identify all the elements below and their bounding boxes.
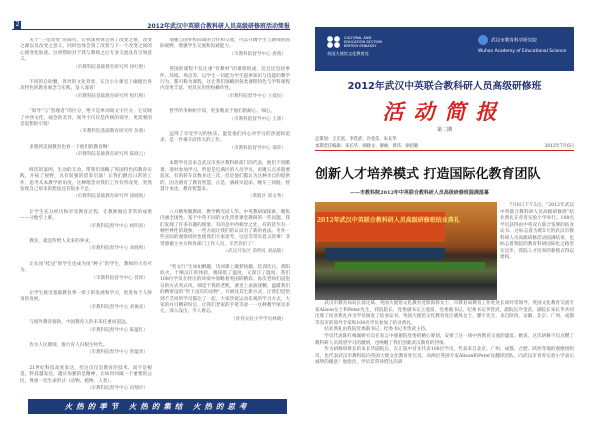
logo-cn-text: 英国大使馆文化教育处 bbox=[327, 51, 369, 56]
logo-text: EDUCATION SECTION bbox=[344, 40, 383, 44]
header-banner bbox=[315, 27, 574, 71]
comment-signature: （市教科院基础教育研究所 徐晓航） bbox=[73, 194, 148, 200]
comment-signature: （市教科院基础教育研究所 徐红艳） bbox=[73, 64, 148, 70]
comment-signature: （市教科院督导中心 陈蕴红） bbox=[86, 327, 148, 333]
headline: 创新人才培养模式 打造国际化教育团队 bbox=[315, 167, 541, 182]
main-title: 2012年武汉中英联合教科研人员高级研修班 bbox=[347, 81, 542, 92]
comment-text: 不同的自助餐，各异的文化背景，在这小小课室上碰撞出各具特色的教育观念与实践，发人深省！ bbox=[20, 80, 152, 92]
logo-dots-icon bbox=[327, 36, 341, 48]
comment-signature: （市教科院督导中心 杨明高） bbox=[86, 223, 148, 229]
british-council-logo bbox=[327, 36, 382, 56]
article-paragraph: 结业典礼由我院党委副书记、纪委书记李营武主持。 bbox=[324, 327, 430, 333]
comment-text: 让头顶“桂冠”的学生也成为顶“种子”的学生，教师的大有可为。 bbox=[20, 261, 152, 274]
comment-signature: （市教科院督导中心 谭萍） bbox=[229, 145, 286, 151]
comment-text: 让学生充分经历和享受教育过程，让教师做出非常的成果——分数至上难。 bbox=[20, 209, 152, 222]
chief-editors: 总策划：王宏富、李营武、冷金苗、朱长华 bbox=[315, 137, 397, 142]
comment-text: 让学生接受基础教育事一辈子的发展和学习，促进每个人终身的发展。 bbox=[20, 290, 152, 303]
subheadline: ——市教科院2012年中英联合教科研人员高级研修班圆满落幕 bbox=[350, 190, 489, 196]
article-paragraph: 学员代表陈红梅副研究员在发言中感谢院党委的精心筹划，安排了这一场中西教育交流的盛宴。她说，这次研修不仅点燃了教科研人员渴望学习的激情，也唤醒了我们创新武汉教育的热情。 bbox=[315, 333, 574, 346]
comment-signature: （市教科院基础教育研究所 彭燕） bbox=[77, 129, 148, 135]
photo-banner-text: 2012年武汉中英联合教科研人员高级研修班结业典礼 bbox=[317, 217, 460, 224]
comment-signature: （黄陂区 郑文秀） bbox=[247, 194, 286, 200]
academy-en-name: Wuhan Academy of Educational Science bbox=[478, 49, 567, 54]
comment-signature: （市教科院督导中心 向翔亭） bbox=[86, 386, 148, 392]
ceremony-photo bbox=[315, 202, 497, 300]
footer-banner: 火热的季节 火热的集结 火热的思考 bbox=[28, 399, 287, 414]
comment-text: 本期学员是来自武汉市各区教科研部门的代表，他们不畏酷暑，准时参加学习，哲思是近满区的人员学员，再聚五点多就要起床，有的转车次数多达三次，但是他们都认为这种亲自的提供的，因为拥有了教育智慧，正是，满载早起床，晚车三回路，智慧计本也，教育智慧来。 bbox=[160, 161, 290, 192]
editors: 本期责任编辑：朱长华、胡晓文、谢丽、黄玮、徐招敏 bbox=[315, 144, 419, 149]
bulletin-title: 活动简报 bbox=[382, 99, 507, 124]
comment-signature: （市教科院督导中心 曾蕴勇） bbox=[86, 350, 148, 356]
issue-number: 第二期 bbox=[436, 127, 452, 133]
article-body bbox=[315, 301, 574, 367]
comment-text: 21世纪科技高度发达，但这仅仅是教育的技术，而不是根基，科技越发达，越应加强的是精神，让如何同做一个重要的公民，尊重一切生命形式（动物、植物、人类）。 bbox=[20, 365, 152, 384]
comment-signature: （市教科院基础教育研究所 陈晓云） bbox=[73, 152, 148, 158]
logo-text: BRITISH EMBASSY bbox=[344, 44, 377, 48]
comment-text: 教育，就是传给人未来的事业。 bbox=[29, 238, 94, 244]
comment-text: 与国外教育接轨，中国教育人的未来任重而道远。 bbox=[29, 320, 131, 326]
editorial-info bbox=[315, 136, 574, 151]
comment-text: 哲学的争辩始不知，更多数表于他们的耐心、细心。 bbox=[169, 109, 275, 115]
wuhan-academy-logo bbox=[478, 35, 566, 54]
comment-text: 远得了享受学习的快乐，温觉他们内心对学习的热爱和追求，是一件艰辛而伟大的工作。 bbox=[160, 132, 290, 144]
running-title: 2012年武汉中英联合教科研人员高级研修班活动简报 bbox=[147, 23, 290, 30]
column-1 bbox=[20, 38, 152, 396]
comment-signature: （市教科院督导中心 王蕾） bbox=[229, 116, 286, 122]
article-paragraph: 作为研修班班长的朱长华副院长，在汇报中首先代表108位学员，代表来自北京、广州、成都、合肥、陕西等地的观摩团组员，也代表武汉市教科院向英国大使文化教育处官员，向两位英国专家Alison和Peter及翻译团队，向武汉市青青实验小学表示诚挚的谢意！他指出，学员非常珍惜这次研 bbox=[315, 347, 574, 366]
article-intro: 7月6日下午5点，“2012年武汉中英联合教科研人员高级研修班”结业典礼在青青实验小学举行。108名学员获得由中英双方联合签署的结业证书。这标志着为期5天的武汉市教科研人员高级研修活动圆满结束，也标志着我院的教育科研国际化之路坚实迈步，我院人才培养的新模式得以建构。 bbox=[500, 203, 574, 260]
running-header bbox=[12, 22, 290, 30]
issue-date: 2012年7月6日 bbox=[544, 144, 574, 149]
comment-signature: （市教科院督导中心 刘晓鸣） bbox=[86, 246, 148, 252]
comment-text: 英国的课程不仅注重“有教材”的课程组成，还且还包括事件、环境、场点等，以学生一切能为学生提供知识与技能的教学行为，都可称为课程，这让我们领略到各类课程特色与学科课程内容更丰富，更具实用性和操作性。 bbox=[160, 67, 290, 92]
article-paragraph: 武汉市教育局局长徐定斌、英国大使馆文化教育处影海蓉女士、市教育局教育工作处处长胡玲等领导，英国文化教育交流专家Alison女士和Peter先生，我院院长、党委副书记王池富，党委副书记、纪委书记李营武，副院长冷金苗，副院长朱长华共同出席了结业典礼并为学员颁发了结业证书。英国大使馆文化教育处汪晓凤女士、滕宇先生，来自陕西、安徽、北京、广州、成都等省市的领导专家和108名学员参加了结业典礼。 bbox=[315, 301, 574, 326]
comment-text: 作为人民教师，推行育人归根生时代。 bbox=[29, 343, 108, 348]
comment-signature: （青春实验小学学员林晓） bbox=[230, 316, 286, 322]
page-number: 2 bbox=[15, 21, 20, 28]
comment-text: 八方精英聚教研，携学精光同人华。中英教研深探索，聚焦内涵全国性。基于中英不同的文化背景课堂教研的一些问题，我们发现了许多有趣的现象，有的是中西相异之处，有的甚至有一种世界性的现象，一些方面让我们的认识有了新的看法。另外一些实际的观察同时也使我们大家思考，这是非常有意义的事！非常感谢主办方和各部门工作人员，辛苦你们了！ bbox=[160, 209, 290, 247]
comment-signature: （市教科院基础教育研究所 程红梅） bbox=[73, 93, 148, 99]
column-2 bbox=[160, 38, 290, 332]
comment-signature: （市教科院督导中心 刘俊彦） bbox=[86, 304, 148, 310]
comment-signature: （武汉开发区 余明礼 刘晶敏） bbox=[223, 249, 286, 255]
comment-text: 多想到美国教育也看一下他们的教育啊！ bbox=[29, 144, 112, 150]
academy-emblem-icon bbox=[478, 35, 488, 45]
comment-text: 关于“三电改变”的探究，让我深刻体会到了改变之难，改变之源以及改变之意义，同时也体会到了改变与下一个改变之间的心理变化轨迹。这将帮助对于我与教师之后专业交流具有引领意义。 bbox=[20, 38, 152, 63]
comment-signature: （市教科院督导中心 王爱民） bbox=[224, 93, 286, 99]
comment-text: “英文行”生冰如醉趣，诗词课上趣梦故趣。培训次日，骄阳似火，十顺汉江的体验，嗅探低了温度，又深江了温度，我们108位学员在经历的环境中领略着英国的精彩。再次老师们浸泡日的方式英式风，细觉于我的老熙，课堂上表演迷糊，温暖我们的精密设的“世上没有的动物”，开展及其生新方式，让我们觉悟到不乏同的学员都注了一起，大家热爱运动乐观的学习方式，大家的并目精彩纷呈，让我们老家的手笔等迹一一这种教学深具多元，深入浅出，令人难忘。 bbox=[160, 264, 290, 315]
right-page bbox=[300, 0, 600, 428]
comment-signature: （市教科院督导中心 唐燕） bbox=[229, 51, 286, 57]
comment-text: 鲜活的案例，生动的互动，带我们领略了英国特色的教育实践，开拓了视野，具有较强的借鉴启迪！让我们跳出日常的工作，思考从本教学的角度，这种理念对我们工作有所改变，突然发现自己原来的想法还有很多不足。 bbox=[20, 167, 152, 192]
logo-text: CULTURAL AND bbox=[344, 36, 372, 40]
comment-signature: （市教科院督导中心 曾炜） bbox=[91, 275, 148, 281]
comment-text: “领导”与“管理者”的区分，绝不是单词间文字区分，它反映了中西文化、观念的差异，领导不仅仅是传统的领导，更需要的是思想的引领！ bbox=[20, 109, 152, 128]
comment-text: 加强与国外校际间的合作和交流，可以开阔学生与教师的国际视野，增强学生交流和沟通能力。 bbox=[160, 38, 290, 50]
academy-cn-name: 武汉市教育科学研究院 bbox=[491, 38, 537, 44]
